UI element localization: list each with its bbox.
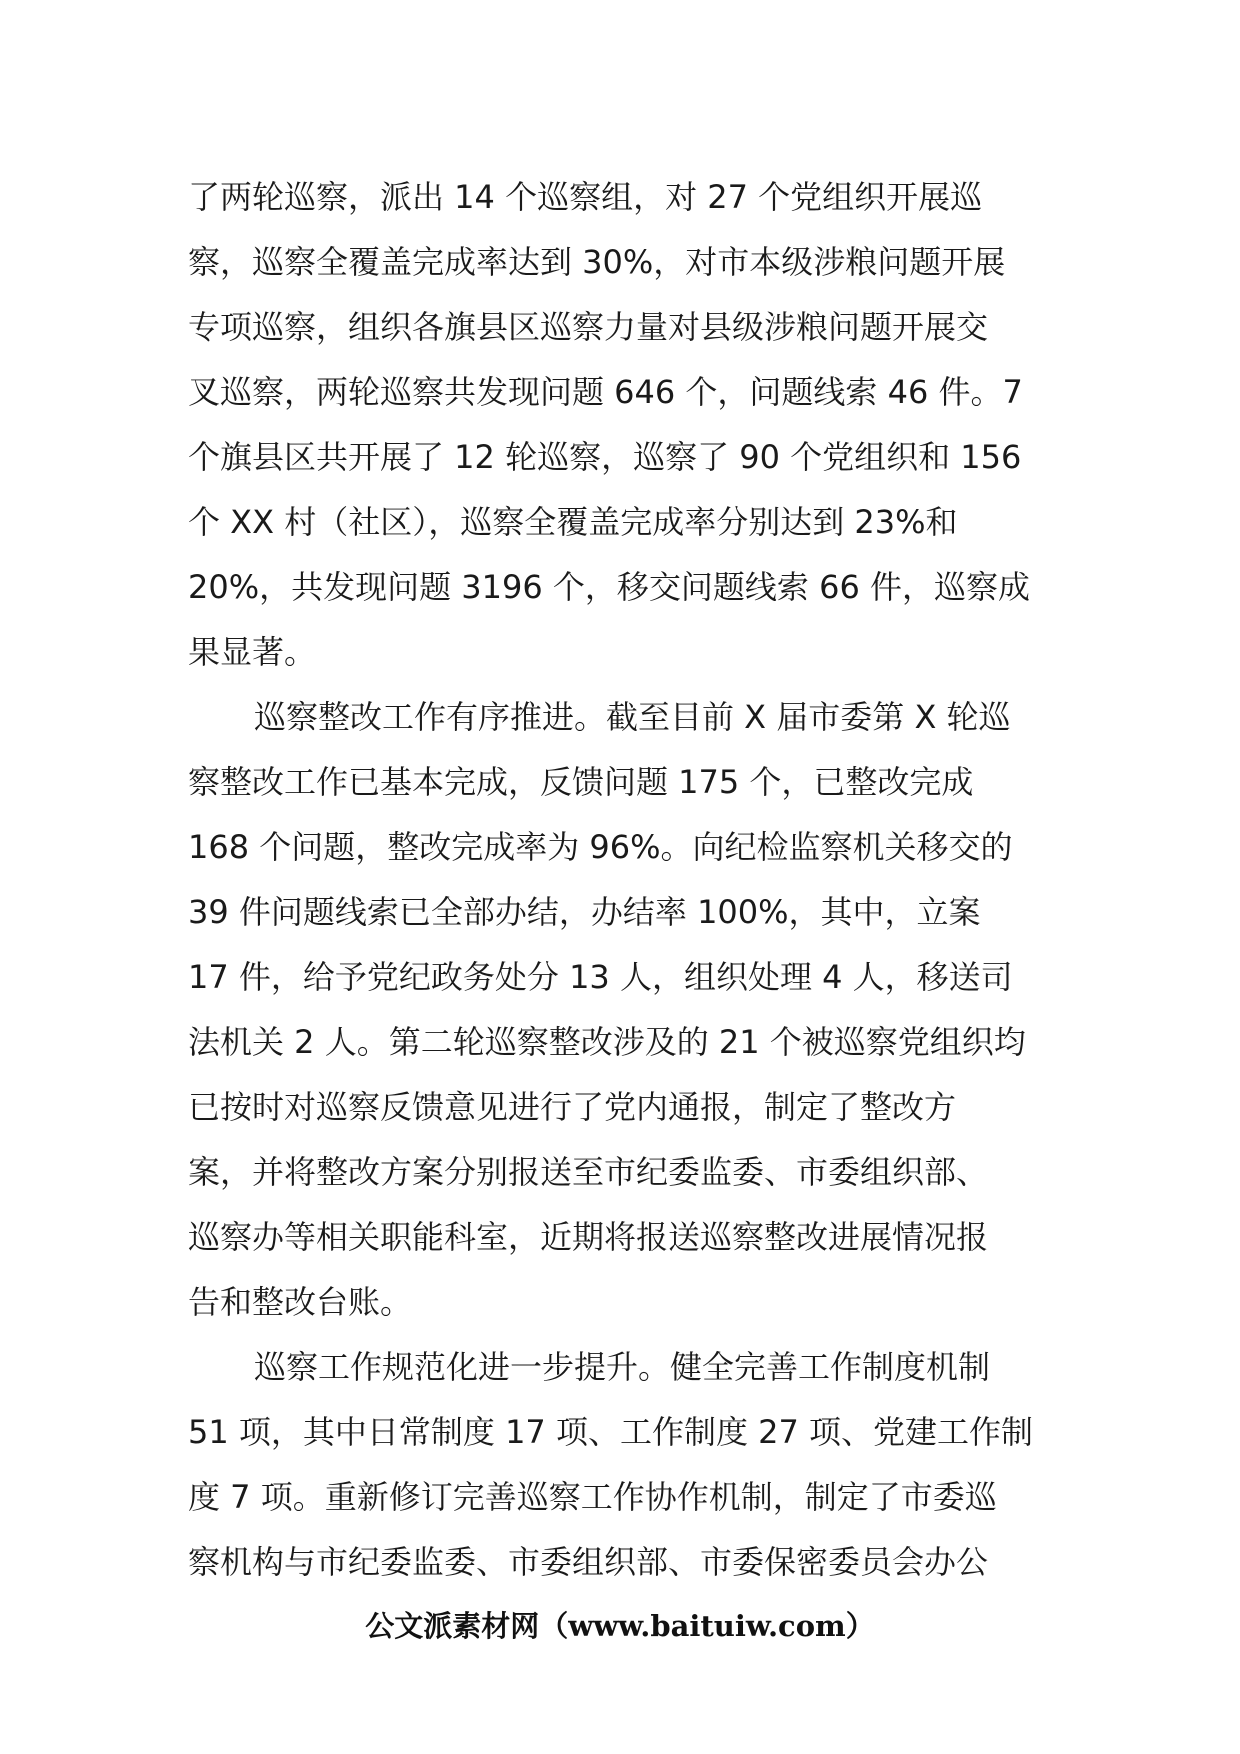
text-line: 个 XX 村（社区），巡察全覆盖完成率分别达到 23%和 bbox=[188, 503, 958, 541]
text-line: 案，并将整改方案分别报送至市纪委监委、市委组织部、 bbox=[188, 1153, 989, 1191]
text-line: 专项巡察，组织各旗县区巡察力量对县级涉粮问题开展交 bbox=[188, 308, 989, 346]
text-line: 叉巡察，两轮巡察共发现问题 646 个，问题线索 46 件。7 bbox=[188, 373, 1023, 411]
text-line: 168 个问题，整改完成率为 96%。向纪检监察机关移交的 bbox=[188, 828, 1013, 866]
text-line: 20%，共发现问题 3196 个，移交问题线索 66 件，巡察成 bbox=[188, 568, 1030, 606]
page-footer-watermark: 公文派素材网（www.baituiw.com） bbox=[365, 1609, 875, 1643]
text-line: 巡察整改工作有序推进。截至目前 X 届市委第 X 轮巡 bbox=[254, 698, 1011, 736]
text-line: 法机关 2 人。第二轮巡察整改涉及的 21 个被巡察党组织均 bbox=[188, 1023, 1026, 1061]
text-line: 察机构与市纪委监委、市委组织部、市委保密委员会办公 bbox=[188, 1543, 989, 1581]
paragraph-3 bbox=[188, 1335, 1058, 1595]
text-line: 告和整改台账。 bbox=[188, 1283, 413, 1321]
text-line: 巡察办等相关职能科室，近期将报送巡察整改进展情况报 bbox=[188, 1218, 989, 1256]
text-line: 51 项，其中日常制度 17 项、工作制度 27 项、党建工作制 bbox=[188, 1413, 1034, 1451]
text-line: 17 件，给予党纪政务处分 13 人，组织处理 4 人，移送司 bbox=[188, 958, 1013, 996]
text-line: 察整改工作已基本完成，反馈问题 175 个，已整改完成 bbox=[188, 763, 974, 801]
text-line: 度 7 项。重新修订完善巡察工作协作机制，制定了市委巡 bbox=[188, 1478, 997, 1516]
text-line: 已按时对巡察反馈意见进行了党内通报，制定了整改方 bbox=[188, 1088, 957, 1126]
text-line: 巡察工作规范化进一步提升。健全完善工作制度机制 bbox=[254, 1348, 991, 1386]
text-line: 39 件问题线索已全部办结，办结率 100%，其中，立案 bbox=[188, 893, 981, 931]
text-line: 果显著。 bbox=[188, 633, 317, 671]
paragraph-1 bbox=[188, 165, 1058, 685]
document-body bbox=[188, 165, 1058, 1595]
text-line: 察，巡察全覆盖完成率达到 30%，对市本级涉粮问题开展 bbox=[188, 243, 1006, 281]
text-line: 个旗县区共开展了 12 轮巡察，巡察了 90 个党组织和 156 bbox=[188, 438, 1022, 476]
text-line: 了两轮巡察，派出 14 个巡察组，对 27 个党组织开展巡 bbox=[188, 178, 983, 216]
paragraph-2 bbox=[188, 685, 1058, 1335]
